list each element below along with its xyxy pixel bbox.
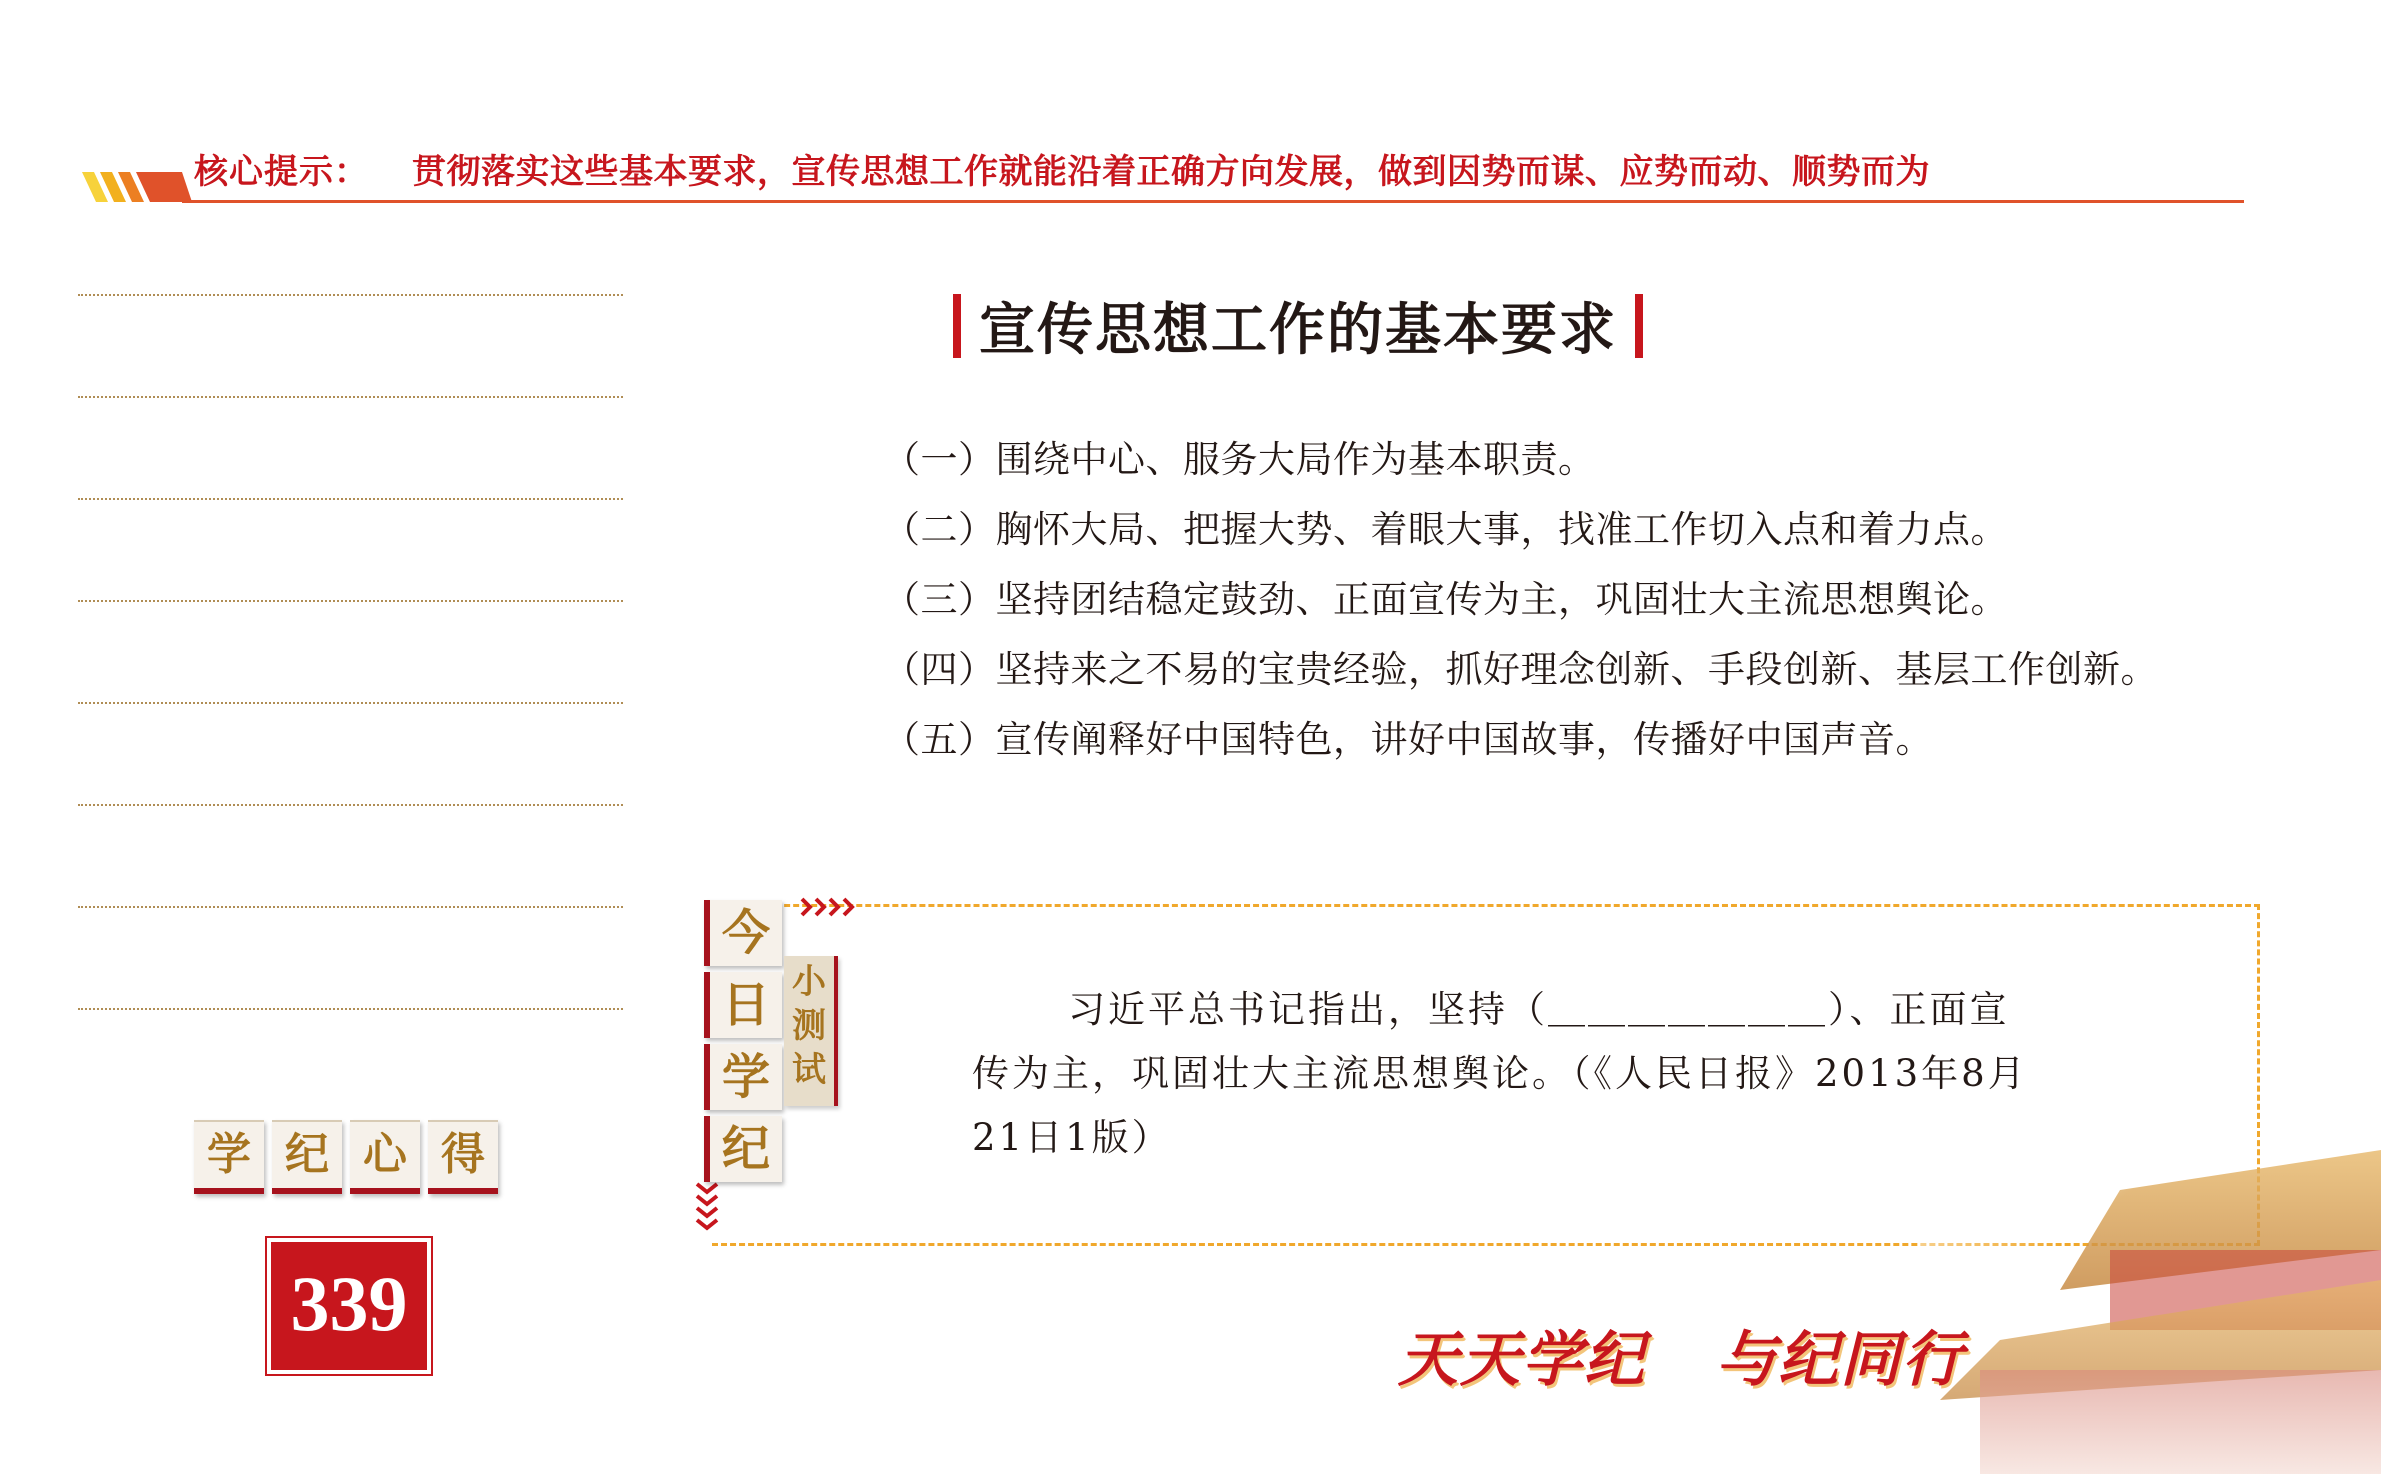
quiz-vertical-label: [704, 900, 784, 1188]
note-line: [78, 906, 623, 908]
quiz-label-char: 今: [704, 900, 782, 966]
note-line: [78, 702, 623, 704]
page-number-box: [265, 1236, 433, 1376]
hint-label: 核心提示：: [194, 152, 369, 192]
page-number: 339: [271, 1242, 427, 1370]
list-item: （四）坚持来之不易的宝贵经验，抓好理念创新、手段创新、基层工作创新。: [883, 648, 2158, 691]
section-title-wrap: [953, 286, 1643, 366]
badge-char: 得: [428, 1120, 498, 1194]
quiz-line: 习近平总书记指出，坚持（＿＿＿＿＿＿＿）、正面宣: [1068, 988, 2010, 1031]
title-bar-right: [1635, 294, 1643, 358]
note-line: [78, 804, 623, 806]
key-hint-bar: [82, 138, 2244, 206]
quiz-small-char: 测: [792, 1006, 826, 1046]
note-line: [78, 396, 623, 398]
badge-char: 学: [194, 1120, 264, 1194]
tiananmen-illustration: [1920, 1100, 2381, 1474]
stripes-icon: [82, 172, 192, 202]
chevrons-down-icon: [694, 1182, 720, 1234]
notes-area: [78, 280, 623, 1020]
chevrons-right-icon: [800, 896, 856, 918]
quiz-label-char: 学: [704, 1044, 782, 1110]
hint-text: 贯彻落实这些基本要求，宣传思想工作就能沿着正确方向发展，做到因势而谋、应势而动、顺势而为: [412, 152, 1930, 192]
quiz-small-label: [784, 956, 838, 1106]
slogan-part1: 天天学纪: [1398, 1325, 1646, 1395]
list-item: （二）胸怀大局、把握大势、着眼大事，找准工作切入点和着力点。: [883, 508, 2008, 551]
slogan-part2: 与纪同行: [1716, 1325, 1964, 1395]
quiz-line: 21日1版）: [972, 1116, 1172, 1159]
list-item: （一）围绕中心、服务大局作为基本职责。: [883, 438, 1596, 481]
quiz-small-char: 试: [792, 1050, 826, 1090]
badge-char: 心: [350, 1120, 420, 1194]
hint-underline: [182, 200, 2244, 203]
note-line: [78, 1008, 623, 1010]
study-notes-badge: [194, 1120, 498, 1192]
section-title: 宣传思想工作的基本要求: [979, 298, 1617, 363]
list-item: （五）宣传阐释好中国特色，讲好中国故事，传播好中国声音。: [883, 718, 1933, 761]
badge-char: 纪: [272, 1120, 342, 1194]
quiz-small-char: 小: [792, 962, 826, 1002]
quiz-label-char: 日: [704, 972, 782, 1038]
note-line: [78, 294, 623, 296]
requirements-list: [883, 430, 2243, 780]
note-line: [78, 600, 623, 602]
slogan: [1398, 1312, 1964, 1398]
quiz-label-char: 纪: [704, 1116, 782, 1182]
note-line: [78, 498, 623, 500]
title-bar-left: [953, 294, 961, 358]
list-item: （三）坚持团结稳定鼓劲、正面宣传为主，巩固壮大主流思想舆论。: [883, 578, 2008, 621]
quiz-line: 传为主，巩固壮大主流思想舆论。（《人民日报》2013年8月: [972, 1052, 2028, 1095]
